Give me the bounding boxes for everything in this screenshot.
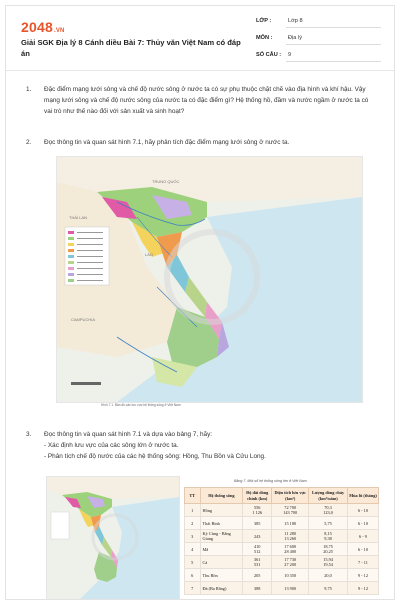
table-title: Bảng 7. Một số hệ thống sông lớn ở Việt Nam [234,479,307,483]
meta-value: Lớp 8 [286,18,381,28]
table-cell: 4 [185,543,201,556]
meta-row-count [256,52,381,69]
table-cell: 8,15 9,38 [309,530,348,543]
table-cell: 1 [185,504,201,517]
meta-row-class [256,18,381,35]
column-header: Hệ thống sông [200,488,243,504]
question-number: 2. [26,139,32,146]
question-bullet: - Phân tích chế độ nước của các hệ thống sông: Hồng, Thu Bồn và Cửu Long. [44,453,266,460]
table-cell: 5 [185,556,201,569]
table-cell: 6 [185,569,201,582]
question-bullet: - Xác định lưu vực của các sông lớn ở nước ta. [44,442,179,449]
logo-text: 2048 [21,19,53,35]
river-basin-map [56,156,363,403]
table-cell: 388 [243,582,272,595]
table-row [185,582,379,595]
table-cell: 17 600 28 400 [272,543,309,556]
table-row [185,517,379,530]
table-cell: Kỳ Cùng - Bằng Giang [200,530,243,543]
table-cell: 6 - 10 [347,543,378,556]
column-header: TT [185,488,201,504]
table-cell: 243 [243,530,272,543]
table-cell: Cả [200,556,243,569]
table-cell: 20,0 [309,569,348,582]
meta-row-subject [256,35,381,52]
table-cell: 13 900 [272,582,309,595]
map-label-thailand: THÁI LAN [69,215,88,220]
table-cell: 10 350 [272,569,309,582]
table-cell: 11 280 13 260 [272,530,309,543]
table-row [185,569,379,582]
column-header: Diện tích lưu vực (km²) [272,488,309,504]
map-label-cambodia: CAMPUCHIA [71,317,96,322]
table-cell: 556 1 126 [243,504,272,517]
river-basin-map-small [46,476,180,600]
table-cell: Thái Bình [200,517,243,530]
map-label-china: TRUNG QUỐC [152,179,180,184]
meta-value: Địa lý [286,35,381,45]
table-cell: 205 [243,569,272,582]
table-cell: 18,75 20,25 [309,543,348,556]
document-page [5,5,395,600]
column-header: Lượng dòng chảy (km³/năm) [309,488,348,504]
map-image [57,157,362,402]
meta-value: 9 [286,52,381,62]
question-number: 1. [26,86,32,93]
logo-suffix: .VN [53,28,65,34]
table-cell: 9 - 12 [347,569,378,582]
question-2 [26,137,371,148]
table-cell: 15,94 19,54 [309,556,348,569]
figure-caption: Hình 7.1. Bản đồ các lưu vực hệ thống sông ở Việt Nam [101,403,181,407]
table-cell: Hồng [200,504,243,517]
meta-key: MÔN : [256,35,273,41]
table-cell: 6 - 10 [347,517,378,530]
meta-info [256,18,381,69]
rivers-table [184,487,379,595]
question-text: Đọc thông tin và quan sát hình 7.1 và dựa vào bảng 7, hãy: [44,431,213,438]
table-row [185,504,379,517]
page-title: Giải SGK Địa lý 8 Cánh diều Bài 7: Thủy văn Việt Nam có đáp án [21,38,241,58]
header-divider [6,70,394,71]
column-header: Độ dài dòng chính (km) [243,488,272,504]
table-row [185,556,379,569]
table-cell: 3 [185,530,201,543]
question-3 [26,429,371,462]
table-cell: Thu Bồn [200,569,243,582]
table-cell: Đà (Ba Rằng) [200,582,243,595]
table-cell: 17 730 27 200 [272,556,309,569]
site-logo[interactable] [21,19,65,35]
table-cell: 15 180 [272,517,309,530]
table-header-row [185,488,379,504]
table-cell: 72 700 143 700 [272,504,309,517]
question-1 [26,84,371,117]
table-row [185,530,379,543]
table-cell: 7 - 11 [347,556,378,569]
map-image-small [47,477,179,600]
column-header: Mùa lũ (tháng) [347,488,378,504]
table-cell: 385 [243,517,272,530]
table-cell: 70,3 123,0 [309,504,348,517]
table-cell: 5,75 [309,517,348,530]
table-cell: 9,75 [309,582,348,595]
table-cell: 9 - 12 [347,582,378,595]
meta-key: SỐ CÂU : [256,52,282,58]
table-cell: 6 - 10 [347,504,378,517]
question-text: Đọc thông tin và quan sát hình 7.1, hãy phân tích đặc điểm mạng lưới sông ở nước ta. [44,139,290,146]
meta-key: LỚP : [256,18,272,24]
question-text: Đặc điểm mạng lưới sông và chế độ nước sông ở nước ta có sự phụ thuộc chặt chẽ vào địa hình và khí hậu. Vậy mạng lưới sông và chế độ nước sông của nước ta có đặc điểm gì? Hệ thống hồ, đầm và nước ngầm ở nước ta có vai trò như thế nào đối với sản xuất và sinh hoạt? [44,86,369,115]
table-cell: 2 [185,517,201,530]
table-cell: Mã [200,543,243,556]
table-cell: 6 - 9 [347,530,378,543]
table-cell: 7 [185,582,201,595]
table-row [185,543,379,556]
table-cell: 361 531 [243,556,272,569]
map-label-laos: LÀO [145,252,154,257]
question-number: 3. [26,431,32,438]
table-cell: 410 512 [243,543,272,556]
